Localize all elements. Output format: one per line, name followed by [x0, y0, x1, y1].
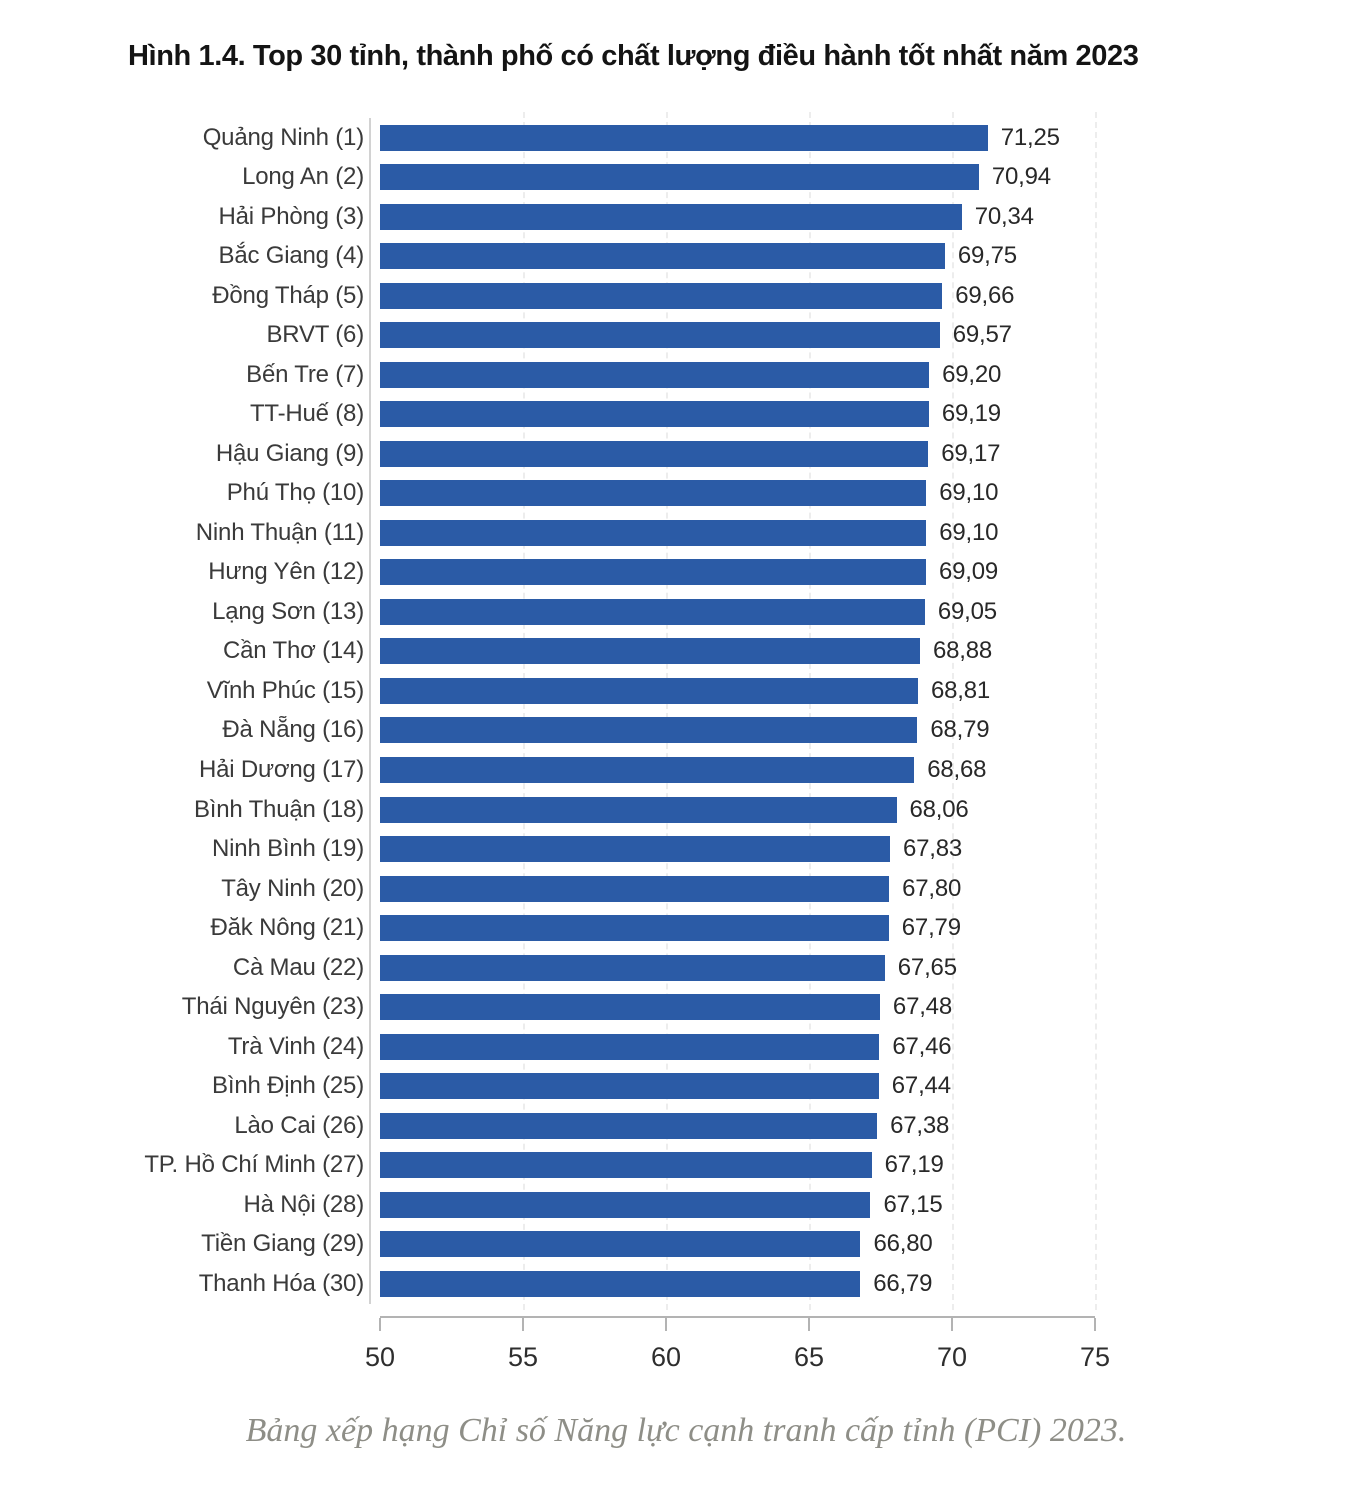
- bar-track: [380, 869, 1372, 909]
- bar-row: [0, 632, 1372, 672]
- bar-track: [380, 395, 1372, 435]
- bar-track: [380, 592, 1372, 632]
- category-label: Đăk Nông (21): [210, 914, 364, 942]
- bar-row: [0, 237, 1372, 277]
- value-label: 69,57: [952, 321, 1012, 349]
- chart-title: Hình 1.4. Top 30 tỉnh, thành phố có chất lượng điều hành tốt nhất năm 2023: [128, 40, 1139, 72]
- bar: [380, 401, 929, 427]
- category-label: Hà Nội (28): [243, 1190, 364, 1218]
- bar-track: [380, 671, 1372, 711]
- bar-row: [0, 1145, 1372, 1185]
- bar-track: [380, 829, 1372, 869]
- bar: [380, 915, 889, 941]
- category-label: Long An (2): [242, 163, 364, 191]
- category-label: Hải Dương (17): [198, 756, 364, 783]
- value-label: 70,34: [974, 202, 1034, 230]
- bar-row: [0, 355, 1372, 395]
- value-label: 69,09: [938, 558, 999, 586]
- x-tick-label: 50: [364, 1342, 396, 1372]
- category-label: Bắc Giang (4): [218, 242, 364, 270]
- bar-row: [0, 316, 1372, 356]
- bar: [380, 125, 988, 151]
- bar-row: [0, 671, 1372, 711]
- bar: [380, 836, 890, 862]
- bar-row: [0, 434, 1372, 474]
- bar-track: [380, 1185, 1372, 1225]
- bar-track: [380, 711, 1372, 751]
- bar: [380, 1073, 879, 1099]
- category-label: Trà Vinh (24): [227, 1032, 364, 1060]
- value-label: 68,81: [930, 676, 991, 704]
- x-axis: [364, 1316, 1111, 1398]
- bar-row: [0, 869, 1372, 909]
- bar-row: [0, 987, 1372, 1027]
- category-label: Hải Phòng (3): [218, 202, 364, 230]
- bar-row: [0, 474, 1372, 514]
- category-label: Bình Thuận (18): [193, 795, 364, 823]
- value-label: 68,68: [927, 756, 987, 783]
- bar-row: [0, 118, 1372, 158]
- bar-track: [380, 118, 1372, 158]
- category-label: Tây Ninh (20): [221, 874, 364, 902]
- bar-chart: [0, 118, 1372, 1408]
- bar-row: [0, 553, 1372, 593]
- x-tick: [1094, 1318, 1096, 1331]
- bar-track: [380, 316, 1372, 356]
- x-tick: [951, 1318, 953, 1331]
- bar-track: [380, 1264, 1372, 1304]
- value-label: 69,10: [939, 518, 999, 546]
- category-label: Thanh Hóa (30): [198, 1269, 364, 1297]
- bar: [380, 283, 942, 309]
- category-label: Phú Thọ (10): [226, 479, 364, 507]
- bar: [380, 520, 926, 546]
- bar-row: [0, 1185, 1372, 1225]
- x-tick: [379, 1318, 381, 1331]
- bar-row: [0, 948, 1372, 988]
- bar-track: [380, 513, 1372, 553]
- bar-track: [380, 1027, 1372, 1067]
- value-label: 66,79: [873, 1269, 933, 1297]
- category-label: Lào Cai (26): [234, 1111, 364, 1139]
- bar-track: [380, 1106, 1372, 1146]
- chart-rows: [0, 118, 1372, 1303]
- bar-track: [380, 276, 1372, 316]
- value-label: 67,83: [902, 835, 962, 863]
- bar-row: [0, 790, 1372, 830]
- value-label: 67,19: [884, 1151, 944, 1179]
- bar: [380, 441, 928, 467]
- bar: [380, 243, 945, 269]
- bar: [380, 876, 889, 902]
- bar: [380, 678, 918, 704]
- value-label: 71,25: [1000, 123, 1060, 151]
- category-label: Vĩnh Phúc (15): [206, 676, 364, 704]
- x-tick-label: 60: [650, 1342, 682, 1372]
- x-tick-label: 65: [793, 1342, 825, 1372]
- bar: [380, 757, 914, 783]
- category-label: Đồng Tháp (5): [212, 281, 364, 309]
- bar-row: [0, 829, 1372, 869]
- value-label: 69,19: [941, 400, 1001, 428]
- category-label: Cà Mau (22): [232, 953, 364, 981]
- bar-row: [0, 197, 1372, 237]
- bar-track: [380, 1066, 1372, 1106]
- bar-row: [0, 1066, 1372, 1106]
- bar-track: [380, 908, 1372, 948]
- bar-track: [380, 1145, 1372, 1185]
- bar: [380, 1152, 872, 1178]
- bar-track: [380, 553, 1372, 593]
- value-label: 67,15: [883, 1190, 943, 1218]
- bar-track: [380, 987, 1372, 1027]
- category-label: Cần Thơ (14): [223, 637, 364, 665]
- bar-track: [380, 474, 1372, 514]
- value-label: 69,17: [941, 439, 1001, 467]
- x-tick: [808, 1318, 810, 1331]
- bar-track: [380, 434, 1372, 474]
- category-label: Bến Tre (7): [246, 360, 364, 388]
- chart-caption: Bảng xếp hạng Chỉ số Năng lực cạnh tranh cấp tỉnh (PCI) 2023.: [245, 1412, 1127, 1449]
- bar: [380, 1113, 877, 1139]
- category-label: Bình Định (25): [212, 1072, 364, 1100]
- bar-track: [380, 632, 1372, 672]
- category-label: TT-Huế (8): [249, 400, 364, 428]
- x-tick-label: 70: [936, 1342, 968, 1372]
- x-tick-label: 55: [507, 1342, 539, 1372]
- value-label: 68,88: [932, 637, 993, 665]
- value-label: 69,75: [957, 242, 1017, 270]
- value-label: 67,80: [902, 874, 962, 902]
- bar-track: [380, 158, 1372, 198]
- bar-track: [380, 355, 1372, 395]
- bar-row: [0, 750, 1372, 790]
- bar-row: [0, 908, 1372, 948]
- category-label: TP. Hồ Chí Minh (27): [144, 1151, 364, 1179]
- bar-row: [0, 1224, 1372, 1264]
- bar: [380, 204, 962, 230]
- category-label: Quảng Ninh (1): [202, 123, 364, 151]
- bar: [380, 797, 897, 823]
- bar: [380, 638, 920, 664]
- category-label: Tiền Giang (29): [201, 1230, 364, 1258]
- x-tick-label: 75: [1079, 1342, 1111, 1372]
- category-label: Hưng Yên (12): [208, 558, 364, 586]
- value-label: 68,06: [909, 795, 969, 823]
- bar-row: [0, 276, 1372, 316]
- bar-track: [380, 197, 1372, 237]
- category-label: Lạng Sơn (13): [212, 597, 364, 625]
- bar-track: [380, 790, 1372, 830]
- bar: [380, 164, 979, 190]
- value-label: 66,80: [873, 1230, 933, 1258]
- value-label: 69,05: [937, 597, 997, 625]
- bar: [380, 1271, 860, 1297]
- bar-track: [380, 237, 1372, 277]
- value-label: 67,79: [901, 914, 961, 942]
- bar: [380, 994, 880, 1020]
- value-label: 67,48: [892, 993, 952, 1021]
- bar: [380, 480, 926, 506]
- bar-track: [380, 1224, 1372, 1264]
- bar-track: [380, 750, 1372, 790]
- x-tick: [665, 1318, 667, 1331]
- bar-row: [0, 395, 1372, 435]
- bar: [380, 559, 926, 585]
- bar: [380, 1192, 870, 1218]
- value-label: 67,44: [891, 1072, 951, 1100]
- bar: [380, 955, 885, 981]
- value-label: 69,20: [942, 360, 1002, 388]
- category-label: BRVT (6): [266, 321, 364, 349]
- x-tick: [522, 1318, 524, 1331]
- bar-track: [380, 948, 1372, 988]
- bar: [380, 1034, 879, 1060]
- value-label: 68,79: [930, 716, 990, 744]
- bar: [380, 717, 917, 743]
- category-label: Ninh Thuận (11): [195, 518, 364, 546]
- value-label: 67,65: [897, 953, 957, 981]
- bar-row: [0, 1264, 1372, 1304]
- bar-row: [0, 513, 1372, 553]
- value-label: 67,46: [892, 1032, 952, 1060]
- value-label: 70,94: [991, 163, 1051, 191]
- value-label: 67,38: [890, 1111, 950, 1139]
- value-label: 69,66: [955, 281, 1015, 309]
- bar: [380, 599, 925, 625]
- value-label: 69,10: [939, 479, 999, 507]
- bar: [380, 362, 929, 388]
- bar-row: [0, 711, 1372, 751]
- bar-row: [0, 158, 1372, 198]
- bar: [380, 322, 940, 348]
- category-label: Đà Nẵng (16): [222, 716, 364, 744]
- bar: [380, 1231, 860, 1257]
- bar-row: [0, 1027, 1372, 1067]
- category-label: Ninh Bình (19): [212, 835, 364, 863]
- bar-row: [0, 592, 1372, 632]
- category-label: Hậu Giang (9): [215, 439, 364, 467]
- category-label: Thái Nguyên (23): [181, 993, 364, 1021]
- bar-row: [0, 1106, 1372, 1146]
